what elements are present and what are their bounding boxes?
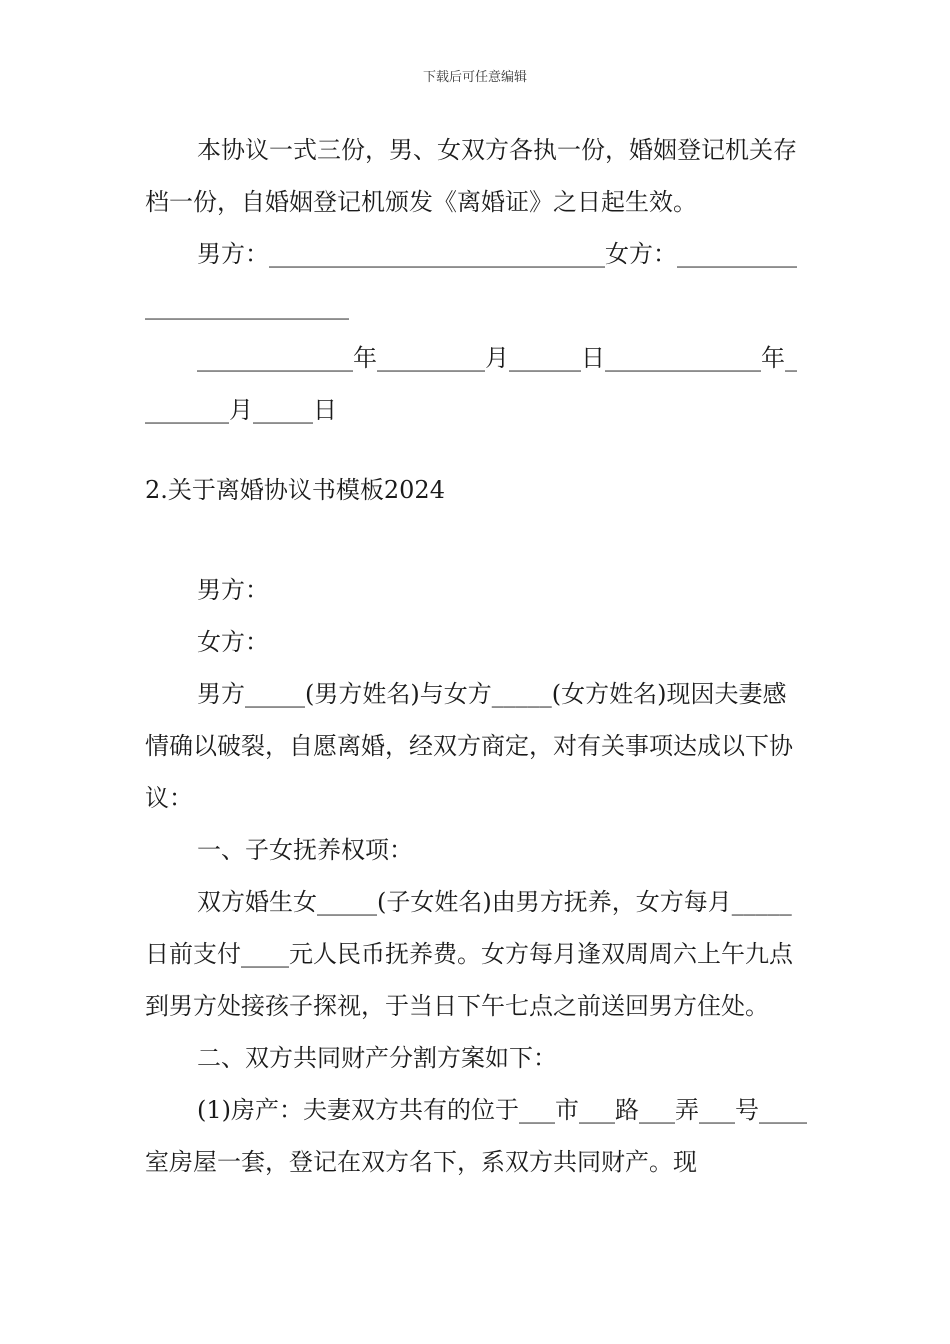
intro-paragraph: 男方_____(男方姓名)与女方_____(女方姓名)现因夫妻感情确以破裂，自愿离婚，经双方商定，对有关事项达成以下协议： [145, 680, 793, 812]
effect-clause-paragraph: 本协议一式三份，男、女双方各执一份，婚姻登记机关存档一份，自婚姻登记机颁发《离婚证》之日起生效。 [145, 136, 797, 216]
page-header: 下载后可任意编辑 [422, 70, 527, 85]
property-heading: 二、双方共同财产分割方案如下： [197, 1044, 557, 1072]
date-line: _____________年_________月______日_____________年________月_____日 [145, 344, 797, 424]
male-party-label: 男方： [197, 576, 269, 604]
female-party-label: 女方： [197, 628, 269, 656]
house-paragraph: (1)房产：夫妻双方共有的位于___市___路___弄___号____室房屋一套，登记在双方名下，系双方共同财产。现 [145, 1096, 807, 1176]
custody-heading: 一、子女抚养权项： [197, 836, 413, 864]
document-body [145, 124, 807, 1188]
custody-paragraph: 双方婚生女_____(子女姓名)由男方抚养，女方每月_____日前支付____元人民币抚养费。女方每月逢双周周六上午九点到男方处接孩子探视，于当日下午七点之前送回男方住处。 [145, 888, 793, 1020]
section-title: 2.关于离婚协议书模板2024 [145, 476, 445, 504]
signature-line: 男方：____________________________女方：___________________________ [145, 240, 797, 320]
